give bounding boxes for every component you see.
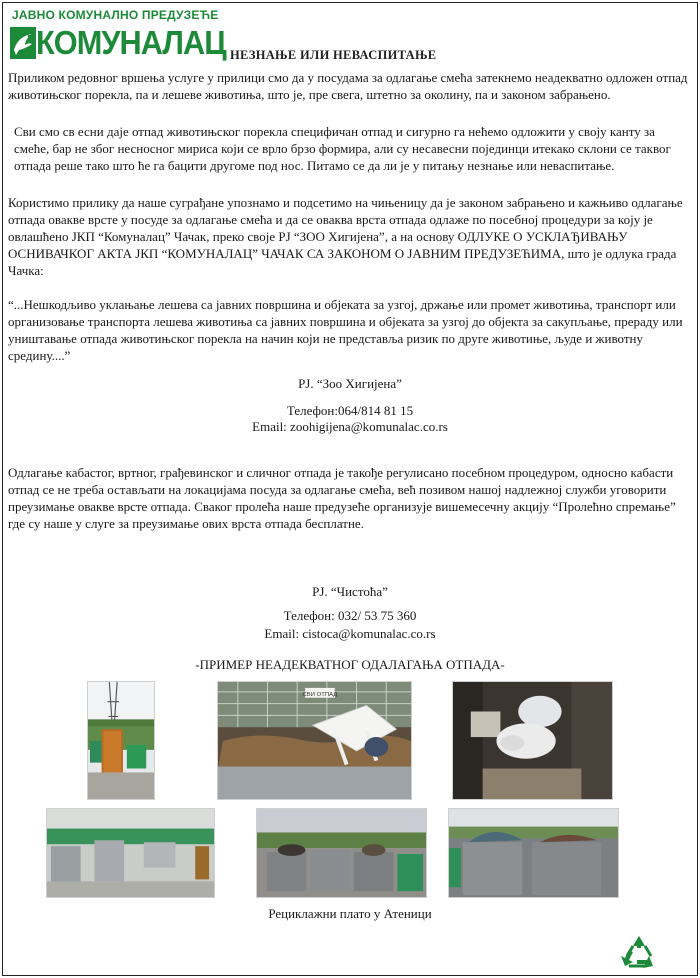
bin-sign-label: СВИ ОТПАД	[302, 691, 338, 698]
photo-overflowing-bins	[448, 808, 619, 898]
gallery-caption: Рециклажни плато у Атеници	[268, 906, 432, 921]
bird-logo-icon	[10, 26, 36, 60]
photo-bin-chair	[217, 681, 412, 800]
contact-zoo-phone: Телефон:064/814 81 15	[286, 403, 414, 418]
org-name: ЈАВНО КОМУНАЛНО ПРЕДУЗЕЋЕ	[12, 8, 219, 22]
logo-wordmark: КОМУНАЛАЦ	[36, 24, 226, 61]
contact-zoo-email: Email: zoohigijena@komunalac.co.rs	[252, 419, 448, 434]
paragraph-intro: Приликом редовног вршења услуге у прилици смо да у посудама за одлагање смећа затекнемо неадекватно одложен отпад животињског порекла, па и лешеве животиња, што је, пре свега, штетно за околину, па и законом забрањено.	[8, 70, 688, 102]
gallery-title: -ПРИМЕР НЕАДЕКВАТНОГ ОДАЛАГАЊА ОТПАДА-	[195, 657, 505, 672]
photo-bins-pylon	[87, 681, 155, 800]
header	[10, 6, 690, 64]
contact-cistoca-phone: Телефон: 032/ 53 75 360	[283, 608, 417, 623]
photo-bin-animal-waste	[452, 681, 613, 800]
paragraph-animal-waste: Сви смо св есни даје отпад животињског порекла специфичан отпад и сигурно га нећемо одложити у своју канту за смеће, бар не због неснoсног мириса који се врло брзо формира, али су несавесни појединци итекако склони се таквог отпада реше тако што ће га бацити другоме под нос. Питамо се да ли је у питању незнање или невaспитање.	[14, 124, 671, 173]
paragraph-bulky-waste: Одлагање кабастог, вртног, грађевинског и сличног отпада је такође регулисано посебном процедуром, односно кабасти отпад се не треба остављати на локацијама посуда за одлагање смећа, већ позивом нашој надлежној служби уговорити преузимање овакве врсте отпада. Сваког пролећа наше предузеће организује вишемесечну акцију “Пролећно спремање” где су наше у слуге за преузимање ових врста отпада бесплатне.	[8, 465, 676, 531]
document-title: НЕЗНАЊЕ ИЛИ НЕВАСПИТАЊЕ	[230, 48, 437, 62]
paragraph-regulation: Користимо прилику да наше суграђане упознамо и подсетимо на чињеницу да је законом забрањено и кажњиво одлагање отпада овакве врсте у посуде за одлагање смећа и да се оваква врста отпада одлаже по посебној процедури за коју је овлашћено ЈКП “Комуналац” Чачак, преко своје РЈ “ЗОО Хигијена”, а на основу ОДЛУКЕ О УСКЛАЂИВАЊУ ОСНИВАЧКОГ АКТА ЈКП “КОМУНАЛАЦ” ЧАЧАК СА ЗАКОНОМ О ЈАВНИМ ПРЕДУЗЕЋИМА, што је одлука града Чачка:	[8, 195, 683, 278]
contact-cistoca-email: Email: cistoca@komunalac.co.rs	[264, 626, 436, 641]
contact-zoo-unit: РЈ. “Зоо Хигијена”	[298, 376, 402, 391]
logo	[10, 24, 240, 62]
recycle-icon	[617, 932, 661, 974]
paragraph-quote: “...Нешкодљиво уклањање лешева са јавних површина и објеката за узгој, држање или промет животиња, транспорт или организовање транспорта лешева животиња са јавних површина и објеката за узгој до објекта за сакупљање, прераду или уништавање отпада животињског порекла на начин који не представља ризик по друге животиње, људе и животну средину....”	[8, 297, 683, 363]
photo-bins-sky	[256, 808, 427, 898]
photo-grey-bins-row	[46, 808, 215, 898]
contact-cistoca-unit: РЈ. “Чистоћа”	[312, 584, 388, 599]
